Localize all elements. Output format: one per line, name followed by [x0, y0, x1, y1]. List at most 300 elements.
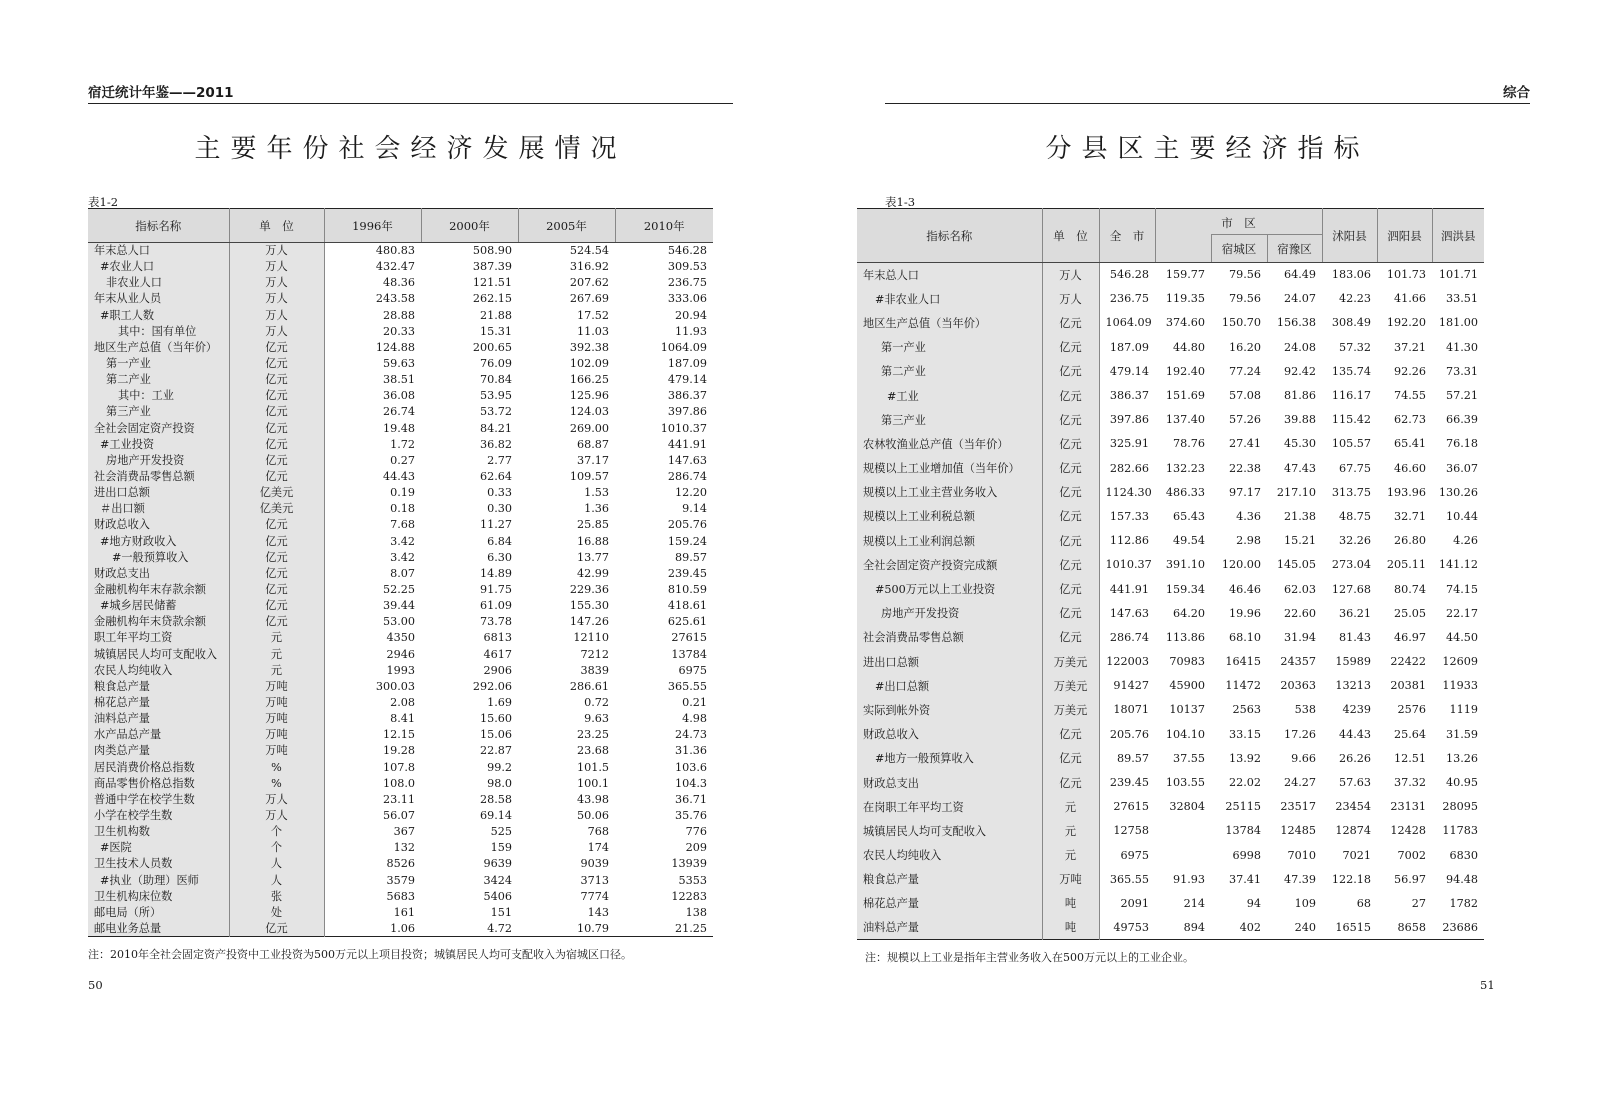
- row-unit: 亿元: [1042, 311, 1099, 335]
- row-value: 66.39: [1445, 413, 1479, 427]
- table-row: [857, 432, 1484, 456]
- row-value: 1.36: [584, 502, 609, 516]
- row-value: 21.38: [1283, 509, 1317, 523]
- table-row: [857, 625, 1484, 649]
- row-value: 418.61: [667, 599, 707, 613]
- row-value: 365.55: [667, 679, 707, 693]
- row-unit: 吨: [1042, 891, 1099, 915]
- row-label: 地区生产总值（当年价）: [857, 311, 1042, 335]
- row-unit: 个: [229, 840, 324, 856]
- row-label: 年末总人口: [857, 263, 1042, 287]
- county-stats-table: [857, 208, 1484, 940]
- row-value: 286.74: [1109, 630, 1149, 644]
- row-value: 36.71: [674, 792, 707, 806]
- row-label: 社会消费品零售总额: [88, 468, 229, 484]
- row-value: 397.86: [1109, 413, 1149, 427]
- row-value: 47.39: [1283, 872, 1317, 886]
- table-row: [857, 335, 1484, 359]
- row-value: 12758: [1113, 824, 1149, 838]
- row-value: 267.69: [569, 292, 609, 306]
- table-row: [857, 819, 1484, 843]
- row-value: 53.95: [479, 389, 512, 403]
- footnote: 注：规模以上工业是指年主营业务收入在500万元以上的工业企业。: [865, 951, 1194, 964]
- row-value: 486.33: [1165, 485, 1205, 499]
- row-unit: 处: [229, 904, 324, 920]
- row-value: 35.76: [674, 808, 707, 822]
- row-value: 200.65: [472, 340, 512, 354]
- row-value: 67.75: [1338, 461, 1372, 475]
- row-value: 392.38: [569, 340, 609, 354]
- column-header: 2010年: [615, 209, 713, 243]
- table-row: [88, 275, 713, 291]
- row-label: 第一产业: [857, 335, 1042, 359]
- row-unit: 万美元: [1042, 650, 1099, 674]
- row-value: 59.63: [382, 357, 415, 371]
- column-header: 单 位: [229, 209, 324, 243]
- row-value: 0.18: [390, 502, 415, 516]
- table-row: [88, 420, 713, 436]
- row-value: 205.76: [667, 518, 707, 532]
- row-value: 19.96: [1228, 606, 1261, 620]
- row-value: 325.91: [1109, 437, 1149, 451]
- row-value: 37.21: [1393, 340, 1427, 354]
- row-value: 45900: [1169, 679, 1205, 693]
- row-value: 23131: [1390, 800, 1427, 814]
- row-unit: 亿元: [229, 436, 324, 452]
- footnote: 注：2010年全社会固定资产投资中工业投资为500万元以上项目投资；城镇居民人均可支配收入为宿城区口径。: [88, 948, 632, 961]
- table-row: [88, 533, 713, 549]
- row-value: 91.93: [1172, 872, 1205, 886]
- page-number: 51: [1480, 978, 1495, 992]
- row-value: 4.98: [682, 712, 707, 726]
- table-row: [88, 920, 713, 936]
- row-value: 15.60: [479, 712, 512, 726]
- row-value: 768: [587, 825, 609, 839]
- table-row: [88, 307, 713, 323]
- row-label: 第二产业: [857, 359, 1042, 383]
- row-value: 159.77: [1165, 268, 1205, 282]
- table-row: [88, 646, 713, 662]
- row-label: 其中：国有单位: [88, 323, 229, 339]
- row-unit: 亿美元: [229, 485, 324, 501]
- row-value: 1010.37: [1105, 558, 1152, 572]
- column-header: 指标名称: [88, 209, 229, 243]
- row-unit: 万人: [229, 291, 324, 307]
- row-value: 316.92: [569, 260, 609, 274]
- row-value: 157.33: [1109, 509, 1149, 523]
- row-label: 金融机构年末存款余额: [88, 581, 229, 597]
- row-value: 13.26: [1445, 751, 1479, 765]
- row-value: 12283: [671, 889, 707, 903]
- row-label: 城镇居民人均可支配收入: [857, 819, 1042, 843]
- row-unit: 万人: [229, 275, 324, 291]
- row-value: 49.54: [1172, 534, 1205, 548]
- row-value: 11472: [1225, 679, 1261, 693]
- row-unit: 亿元: [1042, 746, 1099, 770]
- row-value: 98.0: [487, 776, 512, 790]
- row-value: 374.60: [1165, 316, 1205, 330]
- row-value: 4.26: [1453, 534, 1479, 548]
- row-value: 33.51: [1445, 292, 1479, 306]
- row-unit: 亿元: [229, 517, 324, 533]
- row-value: 432.47: [375, 260, 415, 274]
- row-label: 油料总产量: [857, 916, 1042, 940]
- row-label: 财政总收入: [88, 517, 229, 533]
- row-unit: 元: [1042, 843, 1099, 867]
- row-unit: 个: [229, 824, 324, 840]
- row-value: 11.03: [576, 324, 609, 338]
- table-row: [88, 598, 713, 614]
- row-value: 292.06: [472, 679, 512, 693]
- row-value: 73.31: [1445, 364, 1479, 378]
- table-body: [88, 243, 713, 937]
- row-value: 313.75: [1331, 485, 1372, 499]
- row-value: 14.89: [479, 566, 512, 580]
- row-label: 全社会固定资产投资完成额: [857, 553, 1042, 577]
- row-value: 25.64: [1393, 727, 1427, 741]
- row-value: 1.72: [390, 437, 415, 451]
- row-label: 普通中学在校学生数: [88, 791, 229, 807]
- row-label: 地区生产总值（当年价）: [88, 339, 229, 355]
- row-value: 92.26: [1393, 364, 1427, 378]
- row-label: #农业人口: [88, 259, 229, 275]
- row-label: #500万元以上工业投资: [857, 577, 1042, 601]
- row-value: 13784: [671, 647, 707, 661]
- column-header: 全 市: [1099, 209, 1155, 263]
- row-value: 183.06: [1331, 268, 1372, 282]
- row-value: 367: [393, 825, 415, 839]
- table-row: [88, 485, 713, 501]
- row-label: 卫生技术人员数: [88, 856, 229, 872]
- row-label: 第三产业: [88, 404, 229, 420]
- right-page: [800, 0, 1609, 1099]
- page-number: 50: [88, 978, 103, 992]
- row-unit: 元: [229, 646, 324, 662]
- row-value: 8658: [1397, 920, 1427, 934]
- row-value: 2946: [386, 647, 415, 661]
- row-value: 44.50: [1445, 630, 1479, 644]
- row-value: 57.08: [1228, 389, 1261, 403]
- table-row: [88, 339, 713, 355]
- row-value: 80.74: [1393, 582, 1427, 596]
- row-value: 525: [490, 825, 512, 839]
- row-value: 26.80: [1393, 534, 1427, 548]
- table-row: [88, 323, 713, 339]
- row-unit: 万人: [1042, 263, 1099, 287]
- column-header: 单 位: [1042, 209, 1099, 263]
- row-value: 94: [1246, 896, 1261, 910]
- row-value: 23454: [1335, 800, 1372, 814]
- row-label: 卫生机构床位数: [88, 888, 229, 904]
- row-value: 121.51: [472, 276, 512, 290]
- table-body: [857, 263, 1484, 940]
- row-value: 22422: [1390, 655, 1427, 669]
- row-value: 62.64: [479, 470, 512, 484]
- row-value: 124.03: [569, 405, 609, 419]
- table-row: [857, 698, 1484, 722]
- row-label: 肉类总产量: [88, 743, 229, 759]
- column-header: 市 区: [1155, 209, 1322, 235]
- table-row: [857, 577, 1484, 601]
- row-unit: 亿元: [229, 339, 324, 355]
- row-value: 68: [1356, 896, 1372, 910]
- row-label: 农林牧渔业总产值（当年价）: [857, 432, 1042, 456]
- row-value: 3579: [386, 873, 415, 887]
- row-unit: 万人: [229, 807, 324, 823]
- table-row: [857, 359, 1484, 383]
- row-value: 441.91: [1109, 582, 1149, 596]
- column-header: 1996年: [324, 209, 421, 243]
- row-value: 62.03: [1283, 582, 1317, 596]
- row-value: 28.58: [479, 792, 512, 806]
- row-value: 8526: [386, 857, 415, 871]
- row-value: 1.53: [584, 486, 609, 500]
- row-unit: 亿元: [229, 549, 324, 565]
- running-head: 综合: [885, 83, 1530, 104]
- row-value: 22.02: [1228, 776, 1261, 790]
- table-row: [88, 775, 713, 791]
- row-label: 规模以上工业主营业务收入: [857, 480, 1042, 504]
- row-value: 135.74: [1331, 364, 1372, 378]
- row-value: 4239: [1342, 703, 1372, 717]
- row-value: 37.55: [1172, 751, 1205, 765]
- row-value: 0.72: [584, 696, 609, 709]
- row-unit: 万人: [229, 791, 324, 807]
- row-value: [1155, 843, 1211, 867]
- row-value: 16415: [1225, 655, 1261, 669]
- row-value: 100.1: [576, 776, 609, 790]
- row-value: 74.55: [1393, 389, 1427, 403]
- row-unit: 亿元: [229, 404, 324, 420]
- table-row: [857, 263, 1484, 287]
- row-value: 132.23: [1165, 461, 1205, 475]
- row-unit: 元: [1042, 819, 1099, 843]
- table-row: [857, 480, 1484, 504]
- row-unit: 亿元: [229, 420, 324, 436]
- row-value: 81.43: [1338, 630, 1372, 644]
- row-unit: 亿元: [1042, 359, 1099, 383]
- row-value: 122003: [1106, 655, 1149, 669]
- row-value: 229.36: [569, 583, 609, 597]
- row-unit: 亿元: [1042, 770, 1099, 794]
- row-value: 387.39: [472, 260, 512, 274]
- row-value: 546.28: [667, 244, 707, 258]
- table-row: [857, 504, 1484, 528]
- row-value: 273.04: [1331, 558, 1372, 572]
- row-value: 282.66: [1109, 461, 1149, 475]
- row-value: 776: [685, 825, 707, 839]
- row-value: 0.30: [487, 502, 512, 516]
- row-value: 166.25: [569, 373, 609, 387]
- row-value: 21.88: [479, 308, 512, 322]
- row-unit: 人: [229, 856, 324, 872]
- row-value: 15.31: [479, 324, 512, 338]
- row-value: 16.20: [1228, 340, 1261, 354]
- row-value: 53.72: [479, 405, 512, 419]
- row-value: 625.61: [667, 615, 707, 629]
- row-value: 112.86: [1109, 534, 1149, 548]
- row-label: #非农业人口: [857, 287, 1042, 311]
- row-label: 财政总支出: [88, 565, 229, 581]
- row-value: 4617: [483, 647, 512, 661]
- table-row: [88, 630, 713, 646]
- row-value: 524.54: [569, 244, 609, 258]
- row-value: 7.68: [390, 518, 415, 532]
- table-row: [857, 770, 1484, 794]
- row-value: 7212: [580, 647, 609, 661]
- table-row: [88, 259, 713, 275]
- row-value: 7002: [1397, 848, 1427, 862]
- row-value: 25.85: [576, 518, 609, 532]
- row-value: 13213: [1335, 679, 1372, 693]
- column-header: 2005年: [518, 209, 615, 243]
- row-value: 77.24: [1228, 364, 1261, 378]
- row-unit: 亿元: [1042, 432, 1099, 456]
- row-value: 508.90: [472, 244, 512, 258]
- row-value: 214: [1183, 896, 1205, 910]
- row-value: 37.32: [1393, 776, 1427, 790]
- row-value: 92.42: [1283, 364, 1317, 378]
- row-value: 6.30: [487, 550, 512, 564]
- row-label: 年末总人口: [88, 243, 229, 259]
- row-label: 规模以上工业利税总额: [857, 504, 1042, 528]
- row-value: 12.20: [674, 486, 707, 500]
- row-unit: 吨: [1042, 916, 1099, 940]
- row-value: 125.96: [569, 389, 609, 403]
- table-row: [88, 614, 713, 630]
- table-row: [857, 383, 1484, 407]
- row-value: 99.2: [487, 760, 512, 774]
- row-unit: 元: [229, 662, 324, 678]
- row-unit: 元: [229, 630, 324, 646]
- row-value: 192.20: [1386, 316, 1427, 330]
- row-label: 实际到帐外资: [857, 698, 1042, 722]
- row-value: 17.26: [1283, 727, 1317, 741]
- row-value: 70.84: [479, 373, 512, 387]
- table-row: [88, 840, 713, 856]
- table-row: [857, 408, 1484, 432]
- table-row: [857, 311, 1484, 335]
- row-value: 10137: [1169, 703, 1205, 717]
- row-label: 进出口总额: [88, 485, 229, 501]
- row-value: 78.76: [1172, 437, 1205, 451]
- row-value: 24357: [1280, 655, 1317, 669]
- row-label: 商品零售价格总指数: [88, 775, 229, 791]
- row-unit: 万美元: [1042, 698, 1099, 722]
- row-unit: 亿元: [1042, 577, 1099, 601]
- row-value: 42.99: [576, 566, 609, 580]
- row-value: 1993: [386, 663, 415, 677]
- row-value: 2576: [1397, 703, 1427, 717]
- row-value: 0.19: [390, 486, 415, 500]
- row-value: 9.66: [1291, 751, 1317, 765]
- table-row: [857, 867, 1484, 891]
- row-value: 10.44: [1445, 509, 1479, 523]
- table-row: [857, 843, 1484, 867]
- row-value: 209: [685, 841, 707, 855]
- row-value: 8.41: [390, 712, 415, 726]
- row-value: 480.83: [375, 244, 415, 258]
- row-value: 44.80: [1172, 340, 1205, 354]
- row-value: 52.25: [382, 583, 415, 597]
- column-header: 泗阳县: [1377, 209, 1432, 263]
- table-row: [88, 678, 713, 694]
- row-value: 33.15: [1228, 727, 1261, 741]
- row-value: 18071: [1113, 703, 1149, 717]
- row-label: #执业（助理）医师: [88, 872, 229, 888]
- row-value: 538: [1294, 703, 1317, 717]
- row-value: 137.40: [1165, 413, 1205, 427]
- row-unit: 亿元: [1042, 722, 1099, 746]
- row-value: 70983: [1169, 655, 1205, 669]
- row-value: 16.88: [576, 534, 609, 548]
- row-value: 286.61: [569, 679, 609, 693]
- table-row: [88, 565, 713, 581]
- row-value: 41.66: [1393, 292, 1427, 306]
- row-label: 金融机构年末贷款余额: [88, 614, 229, 630]
- row-label: #地方财政收入: [88, 533, 229, 549]
- row-value: 28095: [1442, 800, 1479, 814]
- row-value: 27615: [671, 631, 707, 645]
- row-value: 300.03: [375, 679, 415, 693]
- row-value: 94.48: [1445, 872, 1479, 886]
- row-value: 115.42: [1331, 413, 1372, 427]
- row-value: 386.37: [667, 389, 707, 403]
- row-label: 卫生机构数: [88, 824, 229, 840]
- table-row: [857, 650, 1484, 674]
- row-value: 22.87: [479, 744, 512, 758]
- row-value: 108.0: [382, 776, 415, 790]
- row-value: 147.63: [1109, 606, 1149, 620]
- row-value: 2563: [1232, 703, 1261, 717]
- row-value: 48.75: [1338, 509, 1372, 523]
- row-label: 财政总收入: [857, 722, 1042, 746]
- row-value: 57.63: [1338, 776, 1372, 790]
- row-value: 36.21: [1338, 606, 1372, 620]
- row-value: 39.88: [1283, 413, 1317, 427]
- row-unit: 亿元: [229, 355, 324, 371]
- row-value: 27.41: [1228, 437, 1261, 451]
- table-row: [88, 452, 713, 468]
- row-label: 农民人均纯收入: [857, 843, 1042, 867]
- row-unit: 亿元: [1042, 504, 1099, 528]
- row-unit: 亿元: [1042, 383, 1099, 407]
- row-value: 50.06: [576, 808, 609, 822]
- row-value: 150.70: [1221, 316, 1261, 330]
- row-value: 43.98: [576, 792, 609, 806]
- row-value: 32.71: [1393, 509, 1427, 523]
- row-value: 81.86: [1283, 389, 1317, 403]
- row-value: 4.36: [1236, 509, 1261, 523]
- row-value: 6813: [483, 631, 512, 645]
- row-value: 13939: [671, 857, 707, 871]
- table-row: [88, 372, 713, 388]
- row-value: 21.25: [674, 921, 707, 935]
- table-row: [88, 904, 713, 920]
- row-value: 1.06: [390, 921, 415, 935]
- row-value: 69.14: [479, 808, 512, 822]
- row-value: 44.43: [1338, 727, 1372, 741]
- row-label: 粮食总产量: [857, 867, 1042, 891]
- row-value: 44.43: [382, 470, 415, 484]
- row-value: 217.10: [1276, 485, 1317, 499]
- row-value: 130.26: [1438, 485, 1479, 499]
- table-row: [88, 662, 713, 678]
- row-value: 12874: [1335, 824, 1372, 838]
- row-value: 57.26: [1228, 413, 1261, 427]
- row-value: 10.79: [576, 921, 609, 935]
- row-value: 53.00: [382, 615, 415, 629]
